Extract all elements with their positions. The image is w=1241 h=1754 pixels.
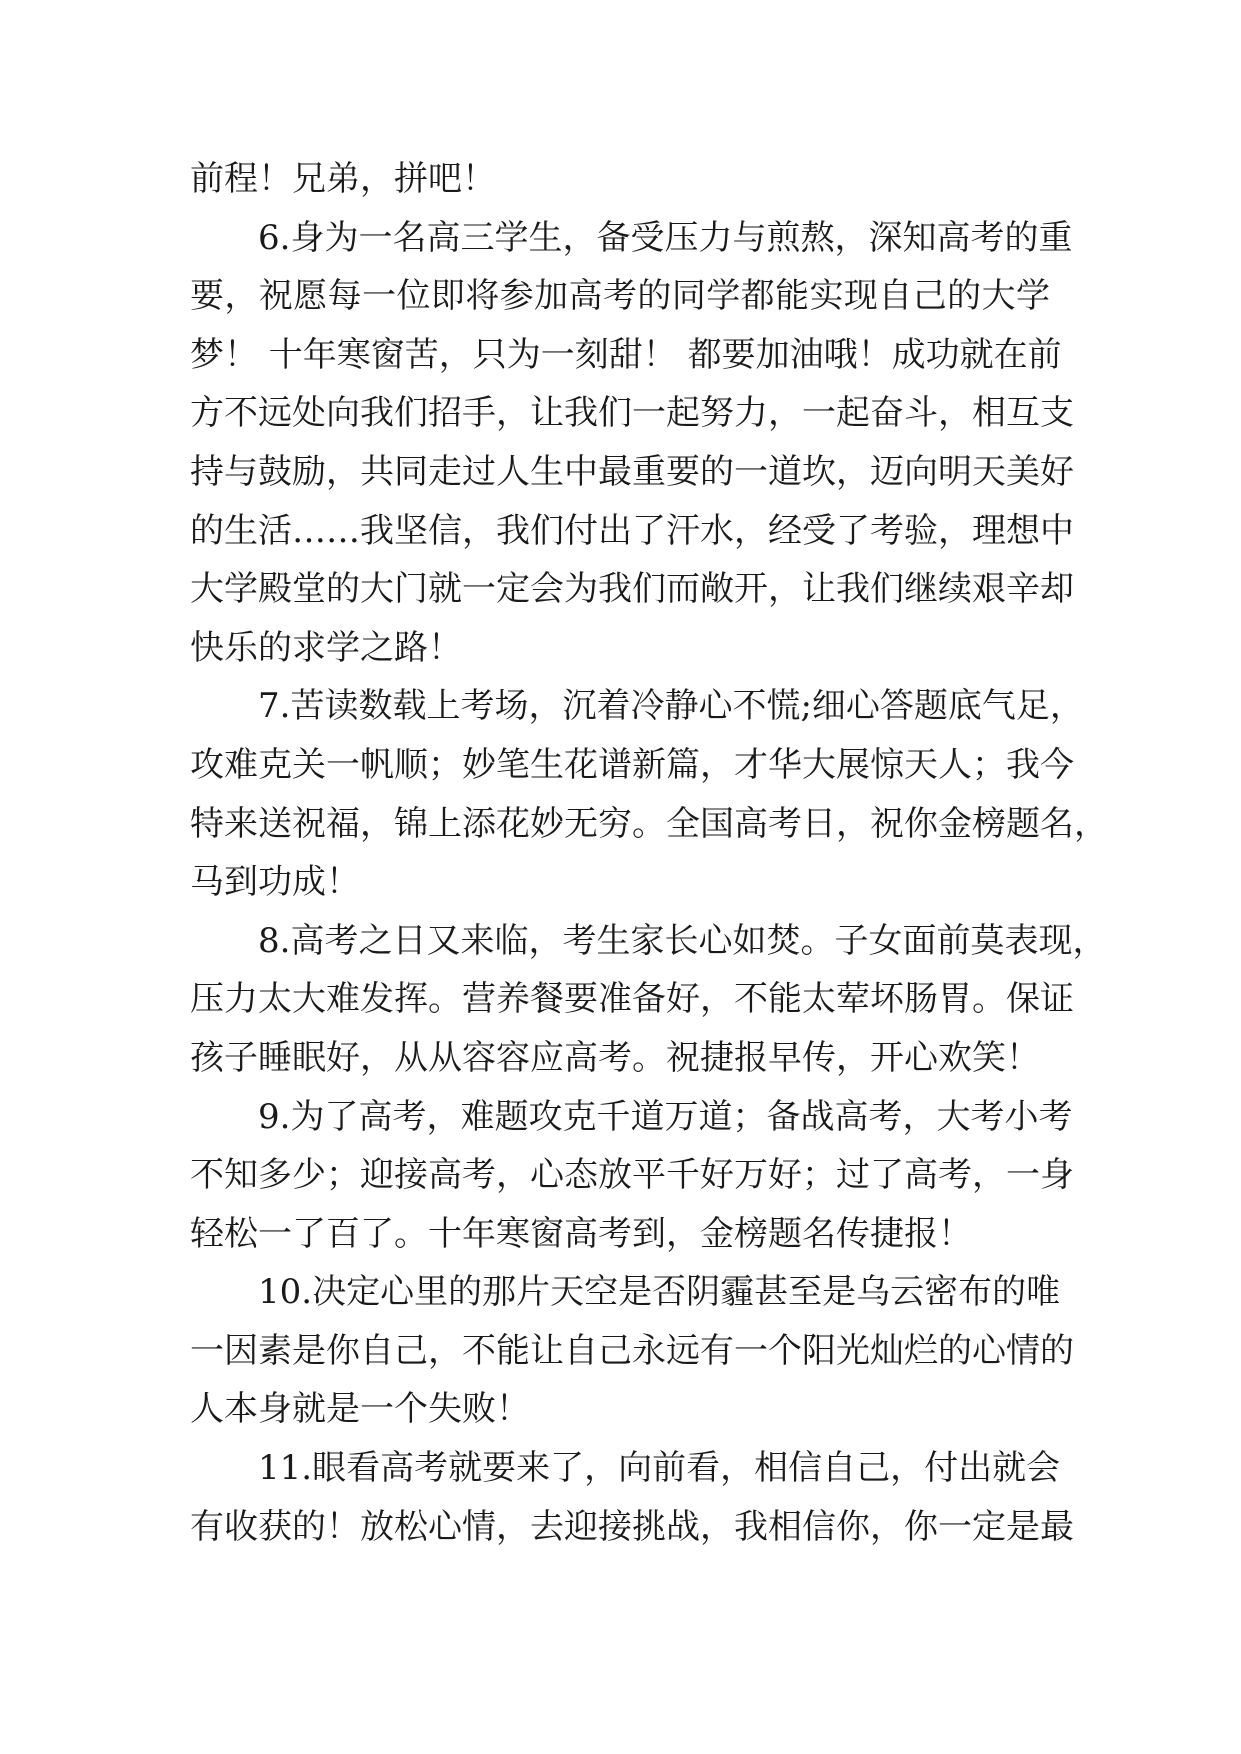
paragraph-10-line-2: 一因素是你自己，不能让自己永远有一个阳光灿烂的心情的 (190, 1330, 1074, 1371)
paragraph-8-line-2: 压力太大难发挥。营养餐要准备好，不能太荤坏肠胃。保证 (190, 979, 1074, 1020)
paragraph-6-line-8: 快乐的求学之路！ (190, 627, 462, 668)
paragraph-8-line-3: 孩子睡眠好，从从容容应高考。祝捷报早传，开心欢笑！ (190, 1037, 1040, 1078)
paragraph-9-line-1: 9.为了高考，难题攻克千道万道；备战高考，大考小考 (258, 1096, 1073, 1137)
paragraph-7-line-3: 特来送祝福，锦上添花妙无穷。全国高考日，祝你金榜题名， (190, 803, 1108, 844)
paragraph-10-line-3: 人本身就是一个失败！ (190, 1389, 530, 1430)
paragraph-9-line-2: 不知多少；迎接高考，心态放平千好万好；过了高考，一身 (190, 1155, 1074, 1196)
paragraph-7-line-2: 攻难克关一帆顺；妙笔生花谱新篇，才华大展惊天人；我今 (190, 744, 1074, 785)
paragraph-6-line-2: 要，祝愿每一位即将参加高考的同学都能实现自己的大学 (190, 276, 1050, 317)
paragraph-6-line-4: 方不远处向我们招手，让我们一起努力，一起奋斗，相互支 (190, 393, 1074, 434)
body-text (190, 150, 1108, 1556)
paragraph-11-line-2: 有收获的！放松心情，去迎接挑战，我相信你，你一定是最 (190, 1506, 1074, 1547)
paragraph-9-line-3: 轻松一了百了。十年寒窗高考到，金榜题名传捷报！ (190, 1213, 972, 1254)
paragraph-8-line-1: 8.高考之日又来临，考生家长心如焚。子女面前莫表现， (258, 920, 1107, 961)
paragraph-7-line-4: 马到功成！ (190, 862, 360, 903)
paragraph-7-line-1: 7.苦读数载上考场，沉着冷静心不慌;细心答题底气足， (258, 686, 1084, 727)
paragraph-6-line-1: 6.身为一名高三学生，备受压力与煎熬，深知高考的重 (258, 217, 1073, 258)
paragraph-11-line-1: 11.眼看高考就要来了，向前看，相信自己，付出就会 (258, 1448, 1061, 1489)
paragraph-10-line-1: 10.决定心里的那片天空是否阴霾甚至是乌云密布的唯 (258, 1272, 1061, 1313)
paragraph-6-line-6: 的生活……我坚信，我们付出了汗水，经受了考验，理想中 (190, 510, 1074, 551)
paragraph-6-line-5: 持与鼓励，共同走过人生中最重要的一道坎，迈向明天美好 (190, 451, 1074, 492)
paragraph-6-line-7: 大学殿堂的大门就一定会为我们而敞开，让我们继续艰辛却 (190, 569, 1074, 610)
paragraph-6-line-3: 梦！ 十年寒窗苦，只为一刻甜！ 都要加油哦！成功就在前 (190, 334, 1062, 375)
text-line-continuation: 前程！兄弟，拼吧！ (190, 159, 496, 199)
